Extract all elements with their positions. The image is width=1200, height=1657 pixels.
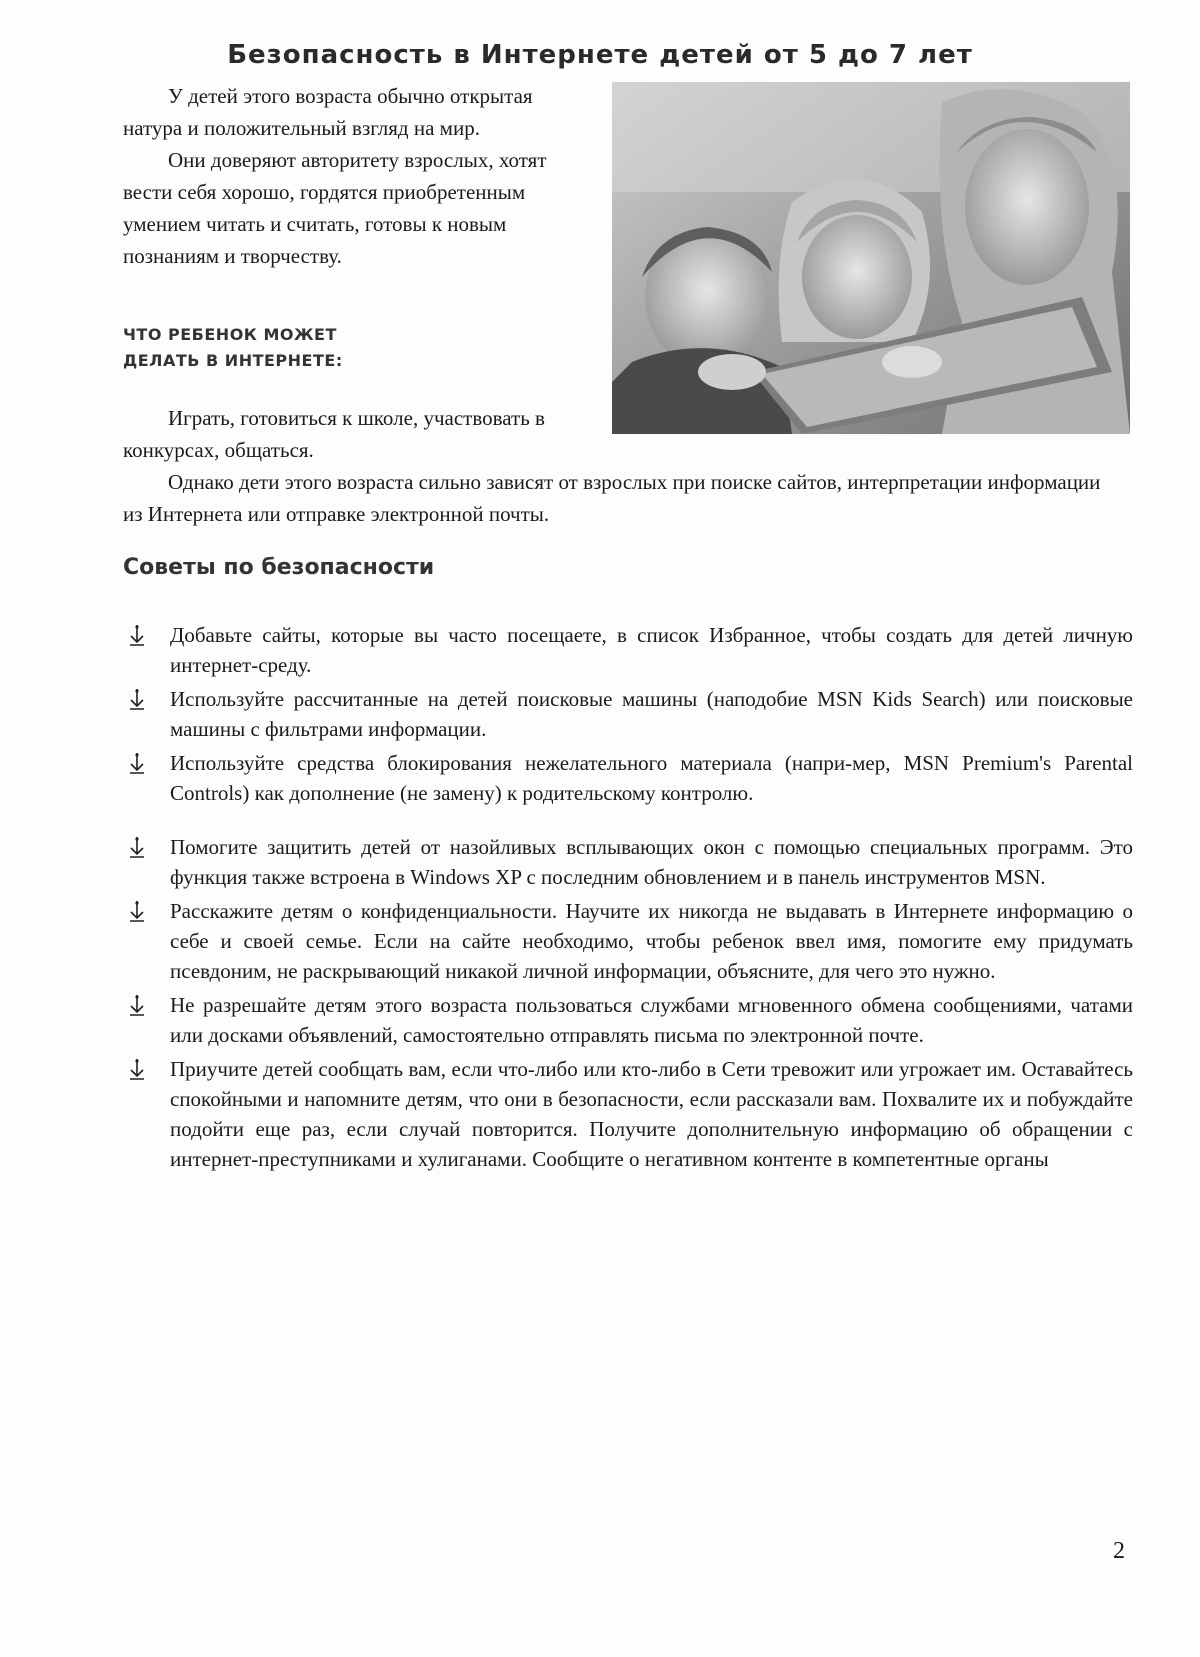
tip-text: Не разрешайте детям этого возраста пользоваться службами мгновенного обмена сообщениями, чатами или досками объявлений, самостоятельно отправлять письма по электронной почте.	[170, 993, 1133, 1047]
arrow-down-icon	[125, 751, 149, 775]
list-item	[123, 1054, 1133, 1174]
tip-text: Используйте рассчитанные на детей поисковые машины (наподобие MSN Kids Search) или поисковые машины с фильтрами информации.	[170, 687, 1133, 741]
arrow-down-icon	[125, 899, 149, 923]
can-do-paragraph-1: Играть, готовиться к школе, участвовать в конкурсах, общаться.	[123, 406, 545, 462]
list-item	[123, 684, 1133, 744]
can-do-heading-line-2: ДЕЛАТЬ В ИНТЕРНЕТЕ:	[123, 351, 343, 370]
tip-text: Используйте средства блокирования нежелательного материала (напри-мер, MSN Premium's Parental Controls) как дополнение (не замену) к родительскому контролю.	[170, 751, 1133, 805]
tips-list	[123, 620, 1133, 1178]
arrow-down-icon	[125, 687, 149, 711]
list-item	[123, 748, 1133, 808]
arrow-down-icon	[125, 623, 149, 647]
can-do-section	[123, 402, 1113, 530]
arrow-down-icon	[125, 835, 149, 859]
intro-paragraph-2: Они доверяют авторитету взрослых, хотят вести себя хорошо, гордятся приобретенным умением читать и считать, готовы к новым познаниям и творчеству.	[123, 148, 547, 268]
tip-text: Приучите детей сообщать вам, если что-либо или кто-либо в Сети тревожит или угрожает им. Оставайтесь спокойными и напомните детям, что они в безопасности, если рассказали вам. Похвалите их и побуждайте подойти еще раз, если случай повторится. Получите дополнительную информацию об обращении с интернет-преступниками и хулиганами. Сообщите о негативном контенте в компетентные органы	[170, 1057, 1133, 1171]
page-number: 2	[1113, 1538, 1125, 1564]
tip-text: Расскажите детям о конфиденциальности. Научите их никогда не выдавать в Интернете информацию о себе и своей семье. Если на сайте необходимо, чтобы ребенок ввел имя, помогите ему придумать псевдоним, не раскрывающий никакой личной информации, объясните, для чего это нужно.	[170, 899, 1133, 983]
list-item	[123, 896, 1133, 986]
arrow-down-icon	[125, 1057, 149, 1081]
family-computer-photo	[612, 82, 1130, 434]
tips-heading: Советы по безопасности	[123, 555, 435, 580]
list-item	[123, 620, 1133, 680]
can-do-heading-line-1: ЧТО РЕБЕНОК МОЖЕТ	[123, 325, 337, 344]
intro-section	[123, 80, 563, 272]
can-do-paragraph-2: Однако дети этого возраста сильно зависят от взрослых при поиске сайтов, интерпретации информации из Интернета или отправке электронной почты.	[123, 470, 1101, 526]
list-item	[123, 990, 1133, 1050]
tip-text: Помогите защитить детей от назойливых всплывающих окон с помощью специальных программ. Это функция также встроена в Windows XP с последним обновлением и в панель инструментов MSN.	[170, 835, 1133, 889]
list-item	[123, 832, 1133, 892]
arrow-down-icon	[125, 993, 149, 1017]
tip-text: Добавьте сайты, которые вы часто посещаете, в список Избранное, чтобы создать для детей личную интернет-среду.	[170, 623, 1133, 677]
can-do-heading	[123, 322, 463, 374]
page-title: Безопасность в Интернете детей от 5 до 7 лет	[227, 40, 973, 70]
intro-paragraph-1: У детей этого возраста обычно открытая натура и положительный взгляд на мир.	[123, 84, 533, 140]
